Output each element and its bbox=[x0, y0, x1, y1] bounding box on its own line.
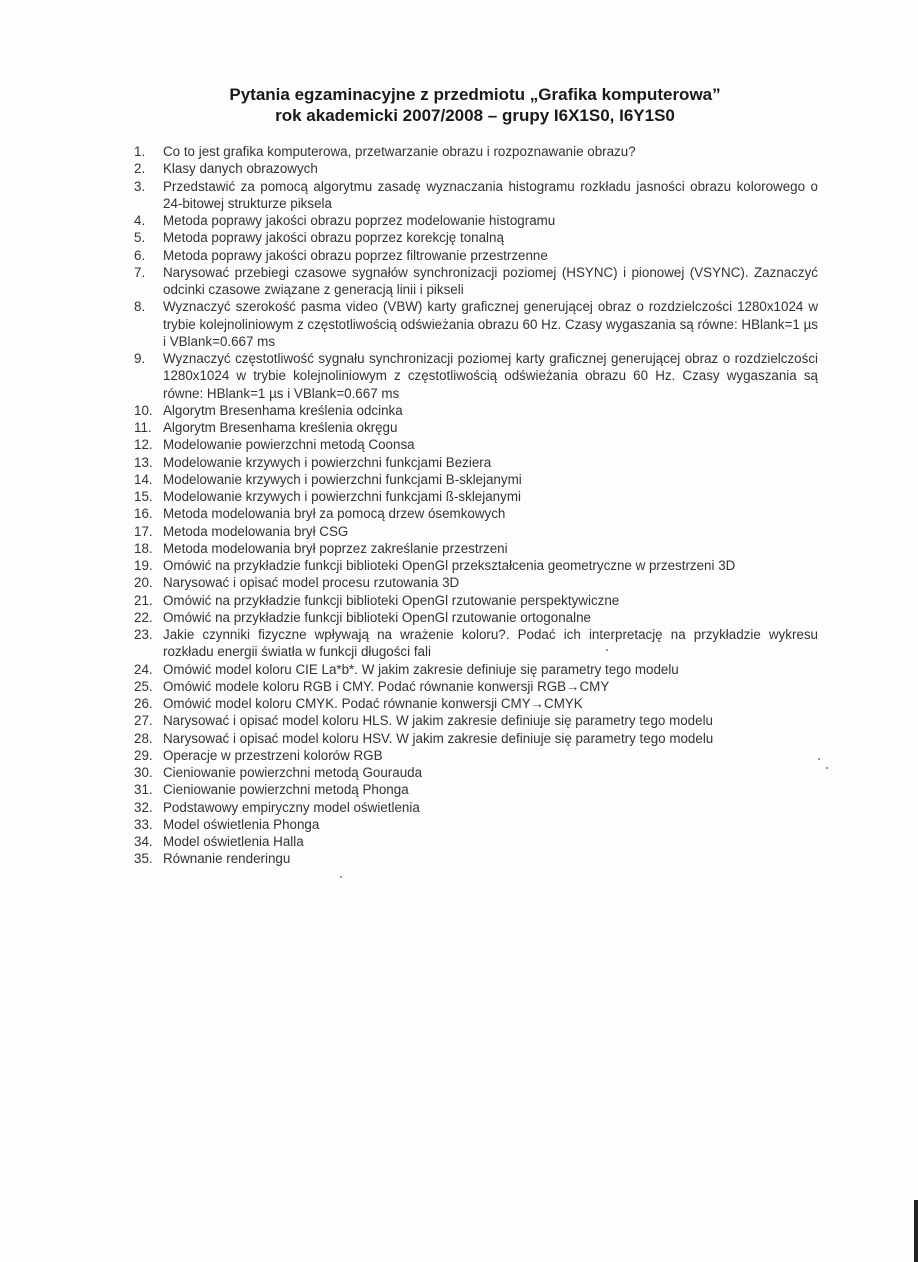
question-item bbox=[134, 419, 818, 436]
question-text: Omówić na przykładzie funkcji biblioteki OpenGl przekształcenia geometryczne w przestrzeni 3D bbox=[163, 558, 736, 573]
question-text: Narysować i opisać model koloru HSV. W jakim zakresie definiuje się parametry tego modelu bbox=[163, 730, 714, 746]
question-number: 25. bbox=[134, 678, 153, 694]
question-text: Modelowanie powierzchni metodą Coonsa bbox=[163, 437, 415, 453]
question-number: 21. bbox=[134, 592, 153, 608]
question-number: 2. bbox=[134, 161, 146, 177]
question-text: Klasy danych obrazowych bbox=[163, 161, 318, 177]
question-number: 10. bbox=[134, 402, 153, 418]
question-text: Narysować i opisać model koloru HLS. W jakim zakresie definiuje się parametry tego modelu bbox=[163, 713, 713, 729]
question-text: Operacje w przestrzeni kolorów RGB bbox=[163, 747, 383, 763]
question-item bbox=[134, 747, 818, 764]
question-text: Model oświetlenia Halla bbox=[163, 834, 304, 849]
question-number: 14. bbox=[134, 471, 153, 487]
question-number: 30. bbox=[134, 765, 153, 780]
question-item bbox=[134, 833, 818, 850]
question-number: 7. bbox=[134, 264, 146, 280]
question-item bbox=[134, 678, 818, 695]
question-number: 17. bbox=[134, 523, 153, 539]
question-number: 16. bbox=[134, 506, 153, 522]
scan-speck bbox=[340, 876, 342, 878]
question-item bbox=[134, 609, 818, 626]
question-text: Omówić na przykładzie funkcji biblioteki OpenGl rzutowanie ortogonalne bbox=[163, 609, 591, 625]
question-item bbox=[134, 626, 818, 661]
question-item bbox=[134, 661, 818, 678]
question-item bbox=[134, 488, 818, 505]
question-item bbox=[134, 350, 818, 402]
question-number: 32. bbox=[134, 799, 153, 815]
question-number: 3. bbox=[134, 178, 146, 194]
question-item bbox=[134, 712, 818, 729]
question-item bbox=[134, 523, 818, 540]
question-number: 12. bbox=[134, 437, 153, 453]
question-text: Modelowanie krzywych i powierzchni funkcjami B-sklejanymi bbox=[163, 471, 522, 487]
question-number: 26. bbox=[134, 696, 153, 711]
question-text: Jakie czynniki fizyczne wpływają na wrażenie koloru?. Podać ich interpretację na przykładzie wykresu rozkładu energii światła w funkcji długości fali bbox=[163, 627, 818, 660]
question-text: Omówić model koloru CMYK. Podać równanie konwersji CMY→CMYK bbox=[163, 696, 583, 711]
question-text: Przedstawić za pomocą algorytmu zasadę wyznaczania histogramu rozkładu jasności obrazu kolorowego o 24-bitowej strukturze piksela bbox=[163, 178, 818, 211]
question-text: Modelowanie krzywych i powierzchni funkcjami ß-sklejanymi bbox=[163, 489, 521, 504]
question-number: 34. bbox=[134, 834, 153, 849]
question-text: Cieniowanie powierzchni metodą Phonga bbox=[163, 782, 409, 798]
scan-edge-mark bbox=[914, 1200, 918, 1262]
question-item bbox=[134, 730, 818, 747]
question-item bbox=[134, 505, 818, 522]
question-number: 24. bbox=[134, 661, 153, 677]
question-text: Omówić na przykładzie funkcji biblioteki OpenGl rzutowanie perspektywiczne bbox=[163, 592, 620, 608]
question-text: Wyznaczyć szerokość pasma video (VBW) karty graficznej generującej obraz o rozdzielczości 1280x1024 w trybie kolejnoliniowym z częstotliwością odświeżania obrazu 60 Hz. Czasy wygaszania są równe: HBlank=1 µs i VBlank=0.667 ms bbox=[163, 299, 818, 349]
question-text: Algorytm Bresenhama kreślenia okręgu bbox=[163, 420, 398, 435]
question-text: Metoda modelowania brył CSG bbox=[163, 523, 349, 539]
question-text: Modelowanie krzywych i powierzchni funkcjami Beziera bbox=[163, 454, 492, 470]
question-text: Model oświetlenia Phonga bbox=[163, 816, 320, 832]
question-item bbox=[134, 781, 818, 798]
scan-speck bbox=[826, 767, 828, 769]
question-item bbox=[134, 298, 818, 350]
question-number: 33. bbox=[134, 816, 153, 832]
title-line-2: rok akademicki 2007/2008 – grupy I6X1S0, I6Y1S0 bbox=[275, 106, 675, 125]
question-number: 4. bbox=[134, 213, 146, 228]
question-number: 27. bbox=[134, 713, 153, 729]
question-number: 29. bbox=[134, 747, 153, 763]
scan-speck bbox=[606, 649, 608, 651]
question-number: 19. bbox=[134, 558, 153, 573]
question-item bbox=[134, 557, 818, 574]
question-number: 6. bbox=[134, 247, 146, 263]
question-item bbox=[134, 540, 818, 557]
question-item bbox=[134, 247, 818, 264]
question-list bbox=[134, 143, 818, 868]
question-item bbox=[134, 143, 818, 160]
question-text: Omówić modele koloru RGB i CMY. Podać równanie konwersji RGB→CMY bbox=[163, 678, 610, 694]
question-text: Narysować i opisać model procesu rzutowania 3D bbox=[163, 575, 460, 591]
question-item bbox=[134, 402, 818, 419]
question-text: Cieniowanie powierzchni metodą Gourauda bbox=[163, 765, 423, 780]
question-text: Co to jest grafika komputerowa, przetwarzanie obrazu i rozpoznawanie obrazu? bbox=[163, 144, 636, 159]
question-text: Omówić model koloru CIE La*b*. W jakim zakresie definiuje się parametry tego modelu bbox=[163, 661, 679, 677]
question-item bbox=[134, 436, 818, 453]
question-number: 28. bbox=[134, 730, 153, 746]
question-item bbox=[134, 229, 818, 246]
question-number: 35. bbox=[134, 851, 153, 867]
question-text: Metoda poprawy jakości obrazu poprzez modelowanie histogramu bbox=[163, 213, 556, 228]
question-number: 15. bbox=[134, 489, 153, 504]
question-number: 8. bbox=[134, 299, 146, 315]
question-item bbox=[134, 695, 818, 712]
question-number: 22. bbox=[134, 609, 153, 625]
question-item bbox=[134, 764, 818, 781]
question-item bbox=[134, 592, 818, 609]
question-number: 9. bbox=[134, 351, 146, 366]
question-item bbox=[134, 850, 818, 867]
question-number: 1. bbox=[134, 144, 146, 159]
question-item bbox=[134, 178, 818, 213]
question-text: Narysować przebiegi czasowe sygnałów synchronizacji poziomej (HSYNC) i pionowej (VSYNC). Zaznaczyć odcinki czasowe związane z generacją linii i pikseli bbox=[163, 264, 818, 297]
question-item bbox=[134, 160, 818, 177]
question-text: Równanie renderingu bbox=[163, 851, 291, 867]
question-number: 5. bbox=[134, 230, 146, 246]
question-text: Metoda modelowania brył poprzez zakreślanie przestrzeni bbox=[163, 540, 508, 556]
question-number: 13. bbox=[134, 454, 153, 470]
question-item bbox=[134, 799, 818, 816]
question-item bbox=[134, 816, 818, 833]
question-item bbox=[134, 574, 818, 591]
question-text: Podstawowy empiryczny model oświetlenia bbox=[163, 799, 420, 815]
question-number: 23. bbox=[134, 627, 153, 642]
title-line-1: Pytania egzaminacyjne z przedmiotu „Grafika komputerowa” bbox=[229, 85, 721, 104]
scan-speck bbox=[818, 758, 820, 760]
question-text: Metoda poprawy jakości obrazu poprzez korekcję tonalną bbox=[163, 230, 504, 246]
question-number: 18. bbox=[134, 540, 153, 556]
page-title bbox=[0, 84, 918, 126]
question-item bbox=[134, 454, 818, 471]
question-text: Algorytm Bresenhama kreślenia odcinka bbox=[163, 402, 403, 418]
question-number: 11. bbox=[134, 420, 152, 435]
question-item bbox=[134, 471, 818, 488]
question-text: Metoda poprawy jakości obrazu poprzez filtrowanie przestrzenne bbox=[163, 247, 548, 263]
question-item bbox=[134, 264, 818, 299]
question-text: Metoda modelowania brył za pomocą drzew ósemkowych bbox=[163, 506, 506, 522]
question-text: Wyznaczyć częstotliwość sygnału synchronizacji poziomej karty graficznej generującej obraz o rozdzielczości 1280x1024 w trybie kolejnoliniowym z częstotliwością odświeżania obrazu 60 Hz. Czasy wygaszania są równe: HBlank=1 µs i VBlank=0.667 ms bbox=[163, 351, 818, 401]
question-number: 31. bbox=[134, 782, 153, 798]
question-item bbox=[134, 212, 818, 229]
question-number: 20. bbox=[134, 575, 153, 591]
